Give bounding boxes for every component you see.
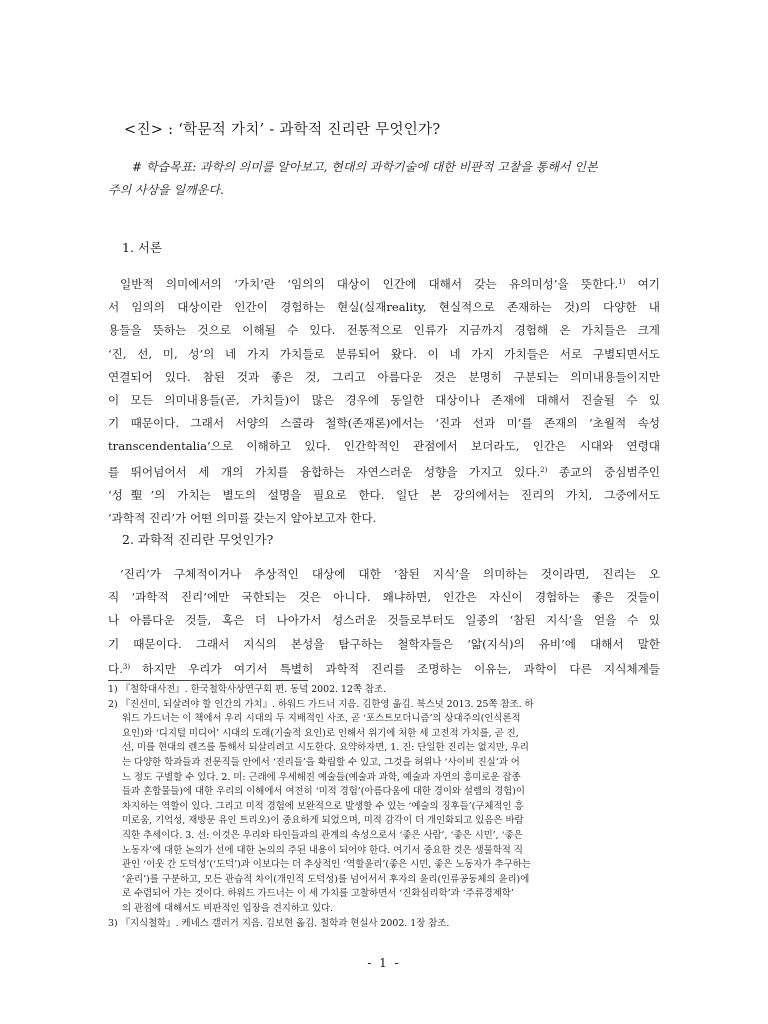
footnote-line: 선, 미를 현대의 렌즈를 통해서 되살리려고 시도한다. 요약하자면, 1. 진: 단일한 진리는 없지만, 우리	[122, 742, 529, 754]
footnote-line: ‘윤리’)를 구분하고, 모든 관습적 차이(개인적 도덕성)를 넘어서서 후자의 윤리(인류공동체의 윤리)에	[122, 873, 530, 885]
paragraph-line: 서 임의의 대상이란 인간이 경험하는 현실(실재reality, 현실적으로 존재하는 것)의 다양한 내	[108, 300, 660, 315]
footnote-line: 1) 『철학대사전』. 한국철학사상연구회 편. 동녘 2002. 12쪽 참조.	[108, 684, 387, 695]
footnote-divider	[108, 680, 308, 681]
section-heading-scientific-truth: 2. 과학적 진리란 무엇인가?	[122, 532, 274, 547]
paragraph-line: 를 뛰어넘어서 세 개의 가치를 융합하는 자연스러운 성향을 가지고 있다.$^{2)}$ 종교의 중심범주인	[108, 464, 660, 479]
paragraph-line: 이 모든 의미내용들(곧, 가치들)이 많은 경우에 동일한 대상이나 존재에 대해서 진술될 수 있	[108, 393, 660, 408]
footnote-line: 관인 ‘이웃 간 도덕성’(‘도덕’)과 이보다는 더 추상적인 ‘역할윤리’(좋은 시민, 좋은 노동자가 추구하는	[122, 859, 531, 871]
footnote-ref[interactable]: 3)	[122, 662, 131, 671]
section-heading-introduction: 1. 서론	[122, 240, 163, 255]
footnote-line: 3) 『지식철학』. 케네스 갤러거 지음. 김보현 옮김. 철학과 현실사 2002. 1장 참조.	[108, 917, 450, 929]
footnote-line: 차지하는 역할이 있다. 그리고 미적 경험에 보완적으로 발생할 수 있는 ‘예술의 징후들’(구체적인 흥	[122, 800, 524, 812]
paragraph-line: 다.$^{3)}$ 하지만 우리가 여기서 특별히 과학적 진리를 조명하는 이유는, 과학이 다른 지식체계들	[108, 661, 660, 676]
footnotes	[108, 683, 660, 931]
page-title: <진> : ‘학문적 가치’ - 과학적 진리란 무엇인가?	[124, 122, 441, 138]
footnote-ref[interactable]: 2)	[540, 465, 548, 474]
learning-objective	[108, 156, 660, 202]
paragraph-line: ‘진, 선, 미, 성’의 네 가지 가치들로 분류되어 왔다. 이 네 가지 가치들은 서로 구별되면서도	[108, 346, 660, 361]
footnote-line: 미로움, 기억성, 재방문 유인 트리오)이 중요하게 되었으며, 미적 감각이 더 개인화되고 있음은 바람	[122, 815, 524, 827]
footnote-line: 노동자’에 대한 논의가 선에 대한 논의의 주된 내용이 되어야 한다. 여기서 중요한 것은 생물학적 직	[122, 844, 523, 856]
paragraph-line: ‘과학적 진리’가 어떤 의미를 갖는지 알아보고자 한다.	[108, 511, 377, 526]
paragraph-line: ‘진리’가 구체적이거나 추상적인 대상에 대한 ‘참된 지식’을 의미하는 것이라면, 진리는 오	[120, 567, 660, 581]
footnote-ref[interactable]: 1)	[618, 278, 626, 286]
footnote-line: 들과 혼합물들)에 대한 우리의 이해에서 여전히 ‘미적 경험’(아름다움에 대한 경이와 설렘의 경험)이	[122, 786, 525, 798]
section-scientific-truth-paragraph	[108, 563, 660, 681]
footnote-line: 느 정도 구별할 수 있다. 2. 미: 근래에 우세해진 예술들(예술과 과학, 예술과 자연의 흥미로운 잡종	[122, 771, 521, 783]
footnote-line: 워드 가드너는 이 책에서 우리 시대의 두 지배적인 사조, 곧 ‘포스트모더니즘’의 상대주의(인식론적	[122, 713, 521, 725]
paragraph-line: 나 아름다운 것들, 혹은 더 나아가서 성스러운 것들로부터도 일종의 ‘참된 지식’을 얻을 수 있	[108, 613, 660, 628]
paragraph-line: 일반적 의미에서의 ‘가치’란 ‘임의의 대상이 인간에 대해서 갖는 유의미성’을 뜻한다.$^{1)}$ 여기	[120, 277, 660, 291]
section-introduction-paragraph	[108, 271, 660, 530]
objective-line: # 학습목표: 과학의 의미를 알아보고, 현대의 과학기술에 대한 비판적 고찰을 통해서 인본	[132, 160, 598, 174]
footnote-2	[108, 698, 660, 917]
footnote-line: 2) 『진선미, 되살려야 할 인간의 가치』. 하워드 가드너 지음. 김한영 옮김. 북스넛 2013. 25쪽 참조. 하	[108, 698, 534, 710]
objective-line: 주의 사상을 일깨운다.	[108, 183, 224, 197]
paragraph-line: 기 때문이다. 그래서 지식의 본성을 탐구하는 철학자들은 ‘앎(지식)의 유비’에 대해서 말한	[108, 636, 660, 651]
paragraph-line: 기 때문이다. 그래서 서양의 스콜라 철학(존재론)에서는 ‘진과 선과 미’를 존재의 ‘초월적 속성	[108, 416, 660, 431]
paragraph-line: 용들을 뜻하는 것으로 이해될 수 있다. 전통적으로 인류가 지금까지 경험해 온 가치들은 크게	[108, 323, 660, 338]
footnote-line: 직한 추세이다. 3. 선: 이것은 우리와 타인들과의 관계의 속성으로서 ‘좋은 사람’, ‘좋은 시민’, ‘좋은	[122, 829, 523, 841]
footnote-3	[108, 917, 660, 932]
footnote-line: 요인)와 ‘디지털 미디어’ 시대의 도래(기술적 요인)로 인해서 위기에 처한 세 고전적 가치를, 곧 진,	[122, 727, 519, 739]
footnote-line: 의 관점에 대해서도 비판적인 입장을 견지하고 있다.	[122, 902, 334, 914]
footnote-line: 로 수렴되어 가는 것이다. 하워드 가드너는 이 세 가치를 고찰하면서 ‘진화심리학’과 ‘주류경제학’	[122, 888, 514, 900]
paragraph-line: ‘성聖’의 가치는 별도의 설명을 필요로 한다. 일단 본 강의에서는 진리의 가치, 그중에서도	[108, 487, 660, 502]
paragraph-line: transcendentalia’으로 이해하고 있다. 인간학적인 관점에서 보더라도, 인간은 시대와 연령대	[108, 439, 660, 454]
paragraph-line: 연결되어 있다. 참된 것과 좋은 것, 그리고 아름다운 것은 분명히 구분되는 의미내용들이지만	[108, 369, 660, 384]
footnote-1	[108, 683, 660, 698]
page-number: - 1 -	[367, 956, 401, 970]
footnote-line: 는 다양한 학과들과 전문직들 안에서 ‘진리들’을 확립할 수 있고, 그것을 허위나 ‘사이비 진실’과 어	[122, 756, 520, 768]
paragraph-line: 직 ‘과학적 진리’에만 국한되는 것은 아니다. 왜냐하면, 인간은 자신이 경험하는 좋은 것들이	[108, 590, 660, 605]
